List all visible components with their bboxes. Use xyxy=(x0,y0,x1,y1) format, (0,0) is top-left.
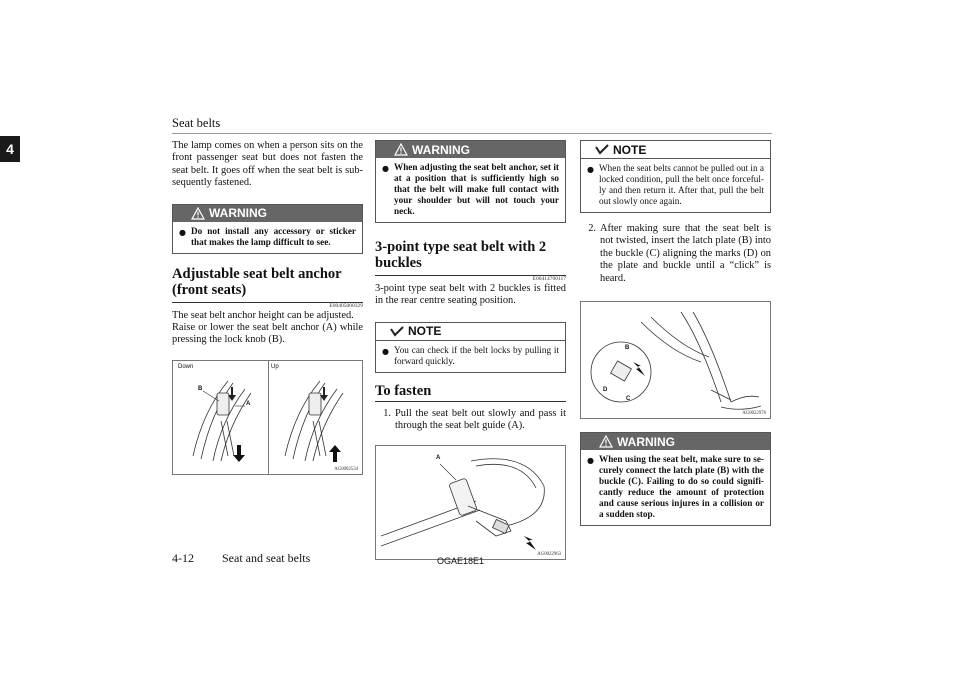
figure-buckle-latch xyxy=(580,301,771,419)
step-2 xyxy=(580,223,771,285)
step-number: 1. xyxy=(383,407,391,419)
figure-label-up: Up xyxy=(271,363,279,370)
note-icon xyxy=(390,326,404,337)
figure-code: AG0002534 xyxy=(334,466,358,472)
section-title: Adjustable seat belt anchor (front seats) xyxy=(172,266,363,303)
figure-anchor-adjust xyxy=(172,360,363,475)
figure-seat-belt-guide xyxy=(375,445,566,560)
warning-label: WARNING xyxy=(617,434,675,449)
step-text: After making sure that the seat belt is not twisted, insert the latch plate (B) into the buckle (C) aligning the marks (D) on the plate and buckle until a “click” is heard. xyxy=(600,223,771,284)
step-text: Pull the seat belt out slowly and pass it through the seat belt guide (A). xyxy=(395,407,566,432)
figure-code: AG0022963 xyxy=(537,551,561,557)
column-3 xyxy=(580,140,771,526)
footer-page-number: 4-12 xyxy=(172,551,194,565)
bullet-icon: ● xyxy=(382,346,389,356)
paragraph: The seat belt anchor height can be adjusted. xyxy=(172,309,354,321)
warning-box xyxy=(172,204,363,254)
note-box xyxy=(580,140,771,213)
figure-label-a: A xyxy=(436,454,441,461)
note-box xyxy=(375,322,566,373)
column-2 xyxy=(375,140,566,560)
section-title: 3-point type seat belt with 2 buckles xyxy=(375,239,566,276)
warning-label: WARNING xyxy=(209,206,267,221)
warning-triangle-icon xyxy=(394,143,408,156)
bullet-icon: ● xyxy=(587,165,594,174)
paragraph: 3-point type seat belt with 2 buckles is fitted in the rear centre seating position. xyxy=(375,283,566,307)
figure-label-b: B xyxy=(198,385,203,392)
note-label: NOTE xyxy=(613,142,647,157)
intro-paragraph: The lamp comes on when a person sits on the front passenger seat but does not fasten the seat belt. It goes off when the seat belt is sub-sequently fastened. xyxy=(172,140,363,189)
warning-header xyxy=(581,433,770,450)
note-icon xyxy=(595,144,609,155)
figure-label-c: C xyxy=(626,396,631,403)
figure-label-a: A xyxy=(246,400,251,407)
seat-belt-anchor-illustration xyxy=(173,361,362,472)
subheading: To fasten xyxy=(375,383,566,402)
bullet-icon: ● xyxy=(179,227,186,237)
column-1 xyxy=(172,140,363,475)
note-label: NOTE xyxy=(408,324,442,339)
page-header-title: Seat belts xyxy=(172,116,221,130)
warning-triangle-icon xyxy=(191,207,205,220)
section-code: E00405000329 xyxy=(329,302,363,309)
warning-text: When adjusting the seat belt anchor, set it at a position that is sufficiently high so that the belt will make full contact with your shoulder but will not touch your neck. xyxy=(394,162,559,216)
figure-code: AG0022976 xyxy=(742,411,766,417)
footer-doc-code: OGAE18E1 xyxy=(437,556,485,566)
figure-label-down: Down xyxy=(178,363,194,370)
note-text: You can check if the belt locks by pulling it forward quickly. xyxy=(394,344,559,366)
figure-label-b: B xyxy=(625,345,630,352)
bullet-icon: ● xyxy=(587,456,594,466)
warning-box xyxy=(580,432,771,526)
note-text: When the seat belts cannot be pulled out in a locked condition, pull the belt once forceful-ly and then return it. After that, pull the belt out slowly once again. xyxy=(599,163,764,206)
step-1 xyxy=(375,408,566,433)
seat-belt-guide-illustration xyxy=(376,446,565,557)
figure-label-d: D xyxy=(603,387,608,394)
buckle-latch-illustration xyxy=(581,302,770,416)
paragraph: Raise or lower the seat belt anchor (A) while pressing the lock knob (B). xyxy=(172,322,363,346)
warning-text: When using the seat belt, make sure to se-curely connect the latch plate (B) with the buckle (C). Failing to do so could signifi-cantly reduce the amount of protection and cause serious injures in a collision or a sudden stop. xyxy=(599,454,764,520)
warning-box xyxy=(375,140,566,223)
warning-header xyxy=(173,205,362,222)
section-code: E00414700117 xyxy=(532,276,566,282)
chapter-tab: 4 xyxy=(0,136,20,162)
step-number: 2. xyxy=(588,223,596,234)
footer-chapter: Seat and seat belts xyxy=(222,551,311,565)
warning-triangle-icon xyxy=(599,435,613,448)
bullet-icon: ● xyxy=(382,164,389,173)
note-header xyxy=(581,141,770,159)
warning-label: WARNING xyxy=(412,142,470,157)
warning-header xyxy=(376,141,565,158)
header-rule xyxy=(172,133,772,134)
warning-text: Do not install any accessory or sticker that makes the lamp difficult to see. xyxy=(191,225,356,247)
note-header xyxy=(376,323,565,341)
